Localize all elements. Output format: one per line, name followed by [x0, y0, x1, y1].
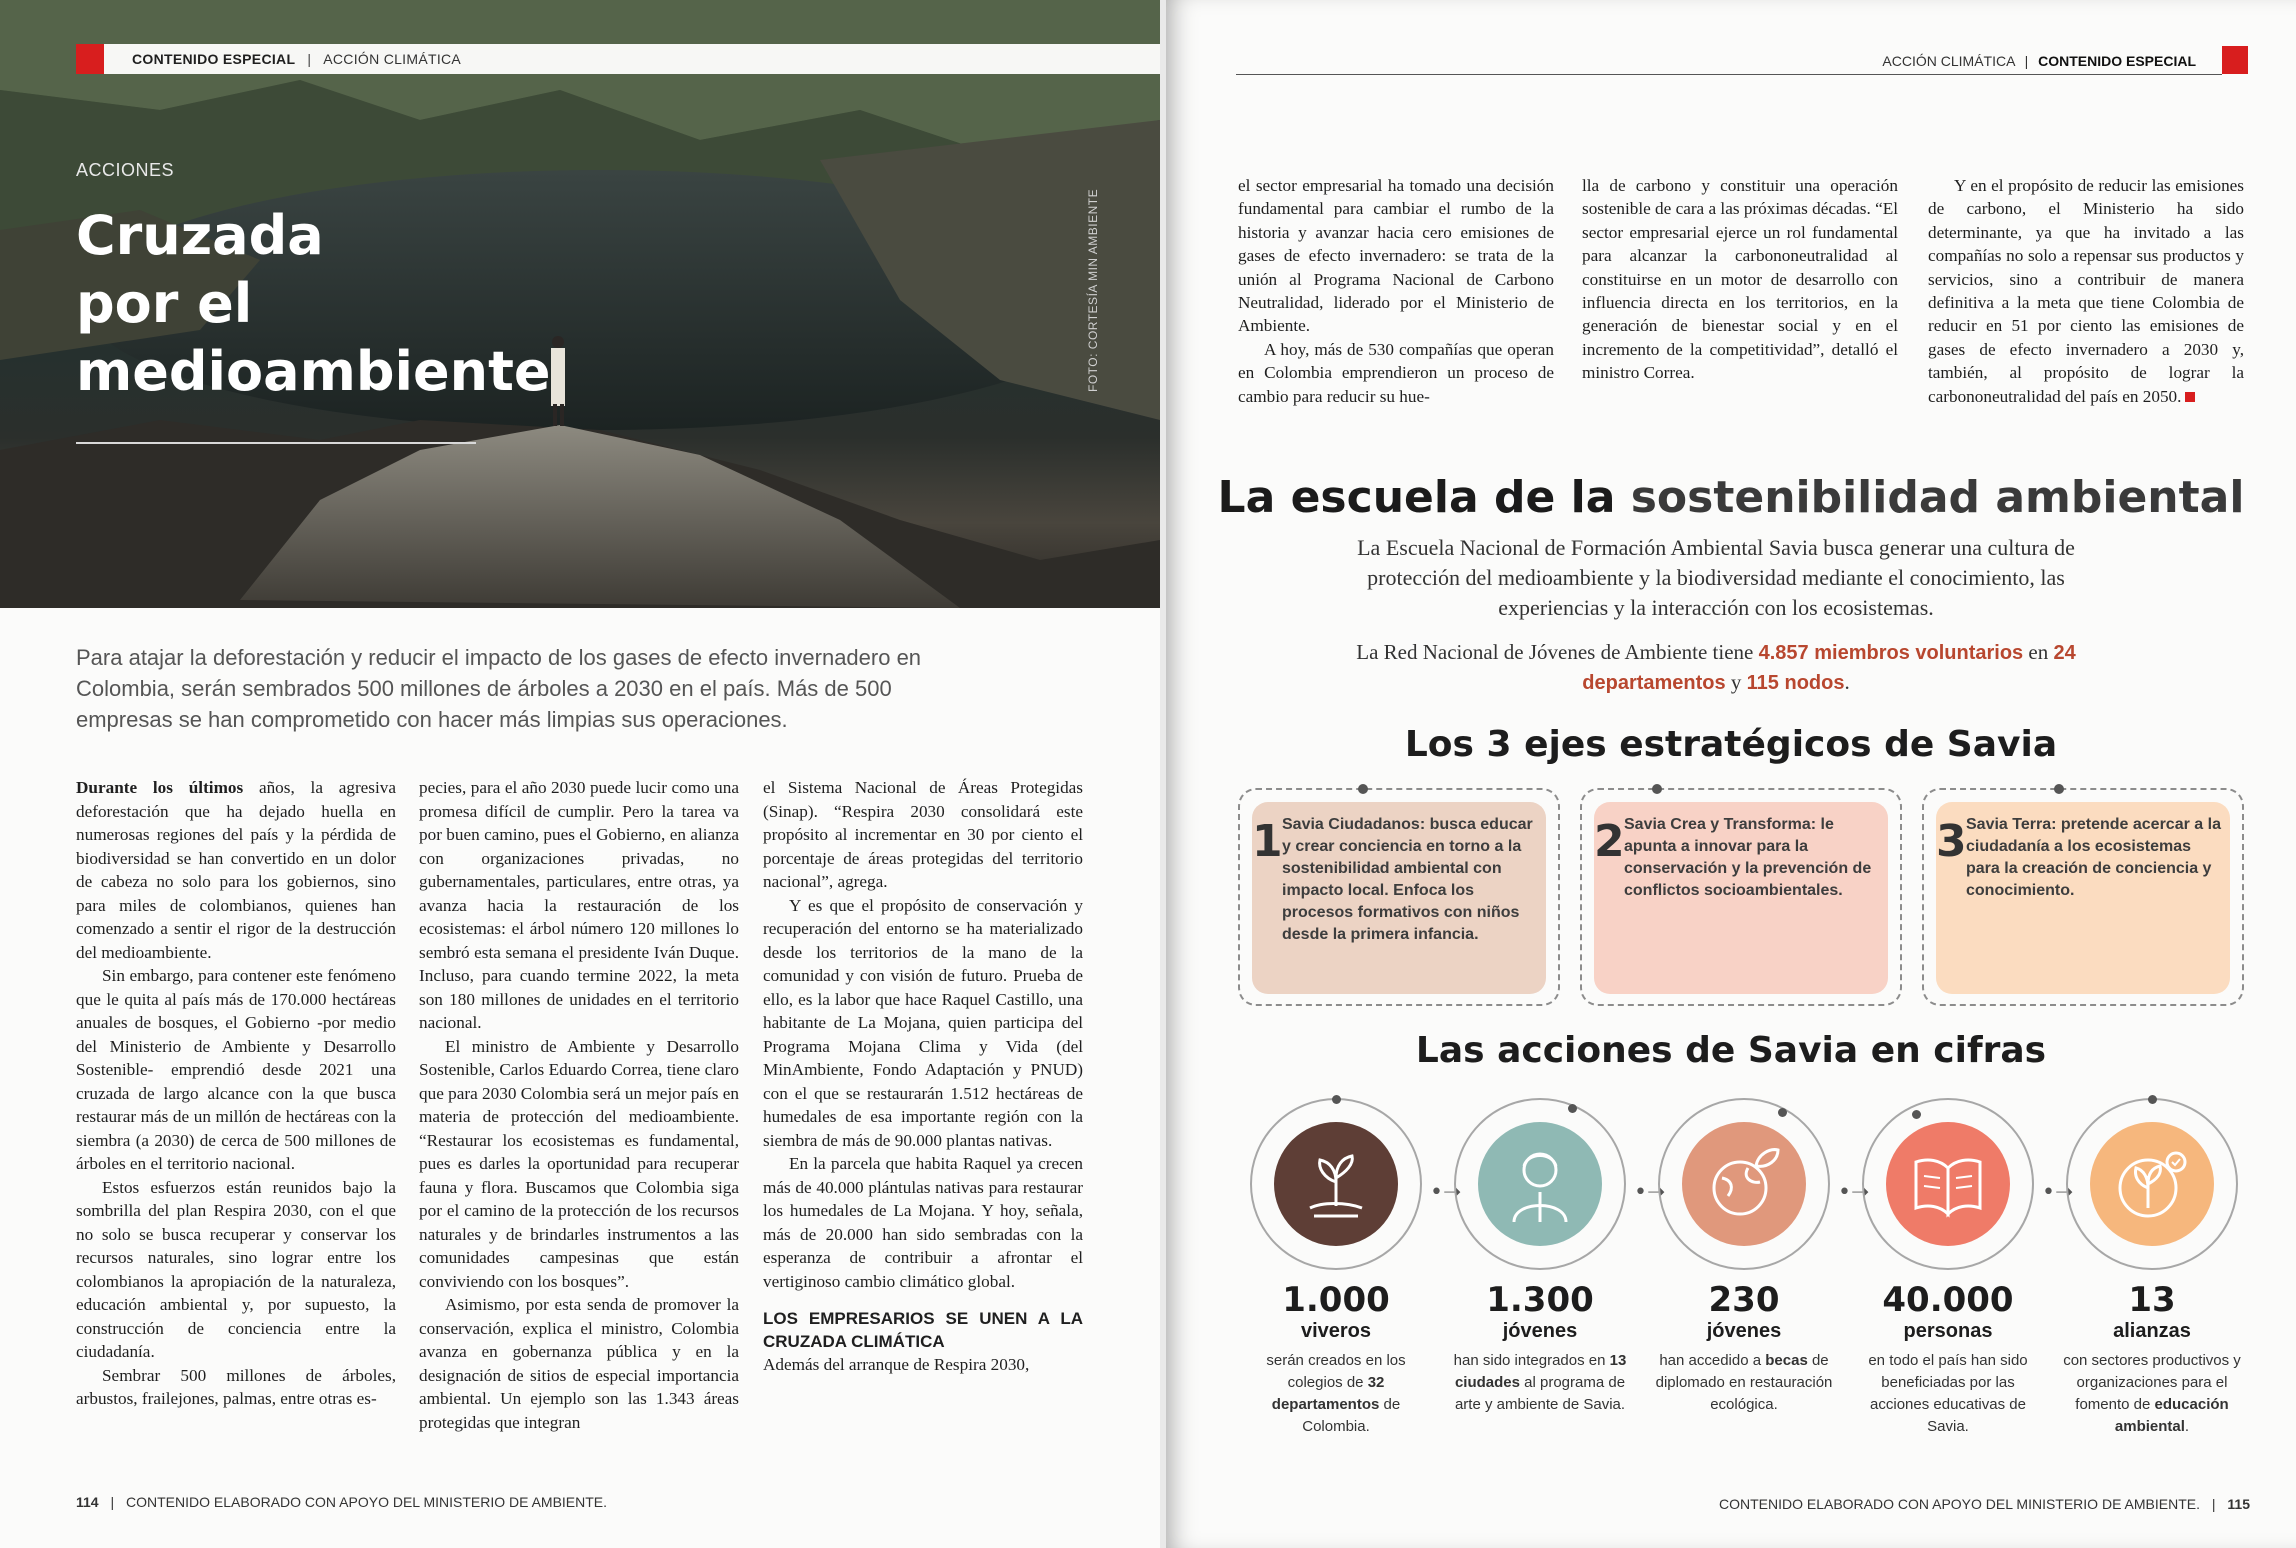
- axis-card-3: [1922, 788, 2244, 1006]
- subheading: LOS EMPRESARIOS SE UNEN A LA CRUZADA CLIMÁTICA: [763, 1309, 1083, 1351]
- footer-note: CONTENIDO ELABORADO CON APOYO DEL MINISTERIO DE AMBIENTE.: [126, 1494, 608, 1510]
- footer-separator: |: [2211, 1496, 2216, 1512]
- section-label: CONTENIDO ESPECIAL: [2038, 53, 2196, 69]
- ring-dot: [2148, 1095, 2157, 1104]
- paragraph: El ministro de Ambiente y Desarrollo Sostenible, Carlos Eduardo Correa, tiene claro que para 2030 Colombia será un mejor país en materia de protección del medioambiente. “Restaurar los ecosistemas es fundamental, pues es darles la oportunidad para recuperar fauna y flora. Buscamos que Colombia siga por el camino de la protección de los recursos naturales y de brindarles instrumentos a las comunidades campesinas que están conviviendo con los bosques”.: [419, 1036, 739, 1291]
- arrow-icon: •➝: [1430, 1180, 1462, 1205]
- plant-hand-icon: [1274, 1122, 1398, 1246]
- earth-leaf-icon: [1682, 1122, 1806, 1246]
- icon-ring: [1862, 1098, 2034, 1270]
- figure-unit: viveros: [1300, 1320, 1372, 1342]
- arrow-icon: •➝: [1634, 1180, 1666, 1205]
- paragraph: Durante los últimos años, la agresiva deforestación que ha dejado huella en numerosas regiones del país y la pérdida de biodiversidad se han convertido en un dolor de cabeza no solo para los gobiernos, sino para miles de colombianos, quienes han comenzado a sentir el rigor de la destrucción del medioambiente.: [76, 778, 396, 962]
- axis-text: Savia Crea y Transforma: le apunta a innovar para la conservación y la prevención de conflictos socioambientales.: [1624, 816, 1872, 899]
- axis-card-1: [1238, 788, 1560, 1006]
- page-footer: [76, 1494, 607, 1510]
- header-separator: |: [2024, 53, 2029, 69]
- article-column-5: [1582, 174, 1898, 385]
- young-person-icon: [1478, 1122, 1602, 1246]
- title-divider: [76, 442, 476, 444]
- paragraph: Asimismo, por esta senda de promover la conservación, explica el ministro, Colombia avanza en gobernanza pública y en la designación de sitios de especial importancia ambiental. Un ejemplo son las 1.343 áreas protegidas que integran: [419, 1295, 739, 1432]
- figure-number: 230: [1708, 1280, 1780, 1320]
- header-separator: |: [307, 51, 312, 67]
- title-line: por el: [76, 272, 253, 335]
- red-marker: [76, 44, 104, 74]
- ring-dot: [1778, 1108, 1787, 1117]
- axis-number: 3: [1936, 816, 1967, 867]
- figure-unit: alianzas: [2113, 1320, 2191, 1342]
- paragraph: Sin embargo, para contener este fenómeno que le quita al país más de 170.000 hectáreas anuales de bosques, el Gobierno -por medio del Ministerio de Ambiente y Desarrollo Sostenible- emprendió desde 2021 una cruzada de largo alcance con la que busca restaurar más de un millón de hectáreas con la siembra (a 2030) de cerca de 500 millones de árboles en el territorio nacional.: [76, 966, 396, 1173]
- network-stat: La Red Nacional de Jóvenes de Ambiente tiene 4.857 miembros voluntarios en 24 departamentos y 115 nodos.: [1356, 640, 2076, 694]
- title-line: medioambiente: [76, 340, 551, 403]
- infographic-lead: La Escuela Nacional de Formación Ambiental Savia busca generar una cultura de protección del medioambiente y la biodiversidad mediante el conocimiento, las experiencias y la interacción con los ecosistemas.: [1357, 535, 2075, 620]
- icon-disc: [1682, 1122, 1806, 1246]
- figure-unit: jóvenes: [1706, 1320, 1782, 1342]
- icon-disc: [1274, 1122, 1398, 1246]
- icon-ring: [1250, 1098, 1422, 1270]
- figure-description: en todo el país han sido beneficiadas por las acciones educativas de Savia.: [1868, 1352, 2028, 1435]
- icon-ring: [2066, 1098, 2238, 1270]
- page-number: 114: [76, 1494, 99, 1510]
- header-rule: [1236, 74, 2222, 75]
- icon-ring: [1454, 1098, 1626, 1270]
- section-label: CONTENIDO ESPECIAL: [132, 51, 296, 67]
- right-page: [1166, 0, 2296, 1548]
- section-header-bar: [1166, 46, 2248, 74]
- figure-number: 1.000: [1282, 1280, 1390, 1320]
- axis-text: Savia Ciudadanos: busca educar y crear conciencia en torno a la sostenibilidad ambiental con impacto local. Enfoca los procesos formativos con niños desde la primera infancia.: [1282, 816, 1533, 943]
- paragraph: pecies, para el año 2030 puede lucir como una promesa difícil de cumplir. Pero la tarea va por buen camino, pues el Gobierno, en alianza con organizaciones privadas, no gubernamentales, particulares, entre otras, ya avanza hacia la restauración de los ecosistemas: el árbol número 120 millones lo sembró esta semana el presidente Iván Duque. Incluso, para cuando termine 2022, la meta son 180 millones de unidades en el territorio nacional.: [419, 778, 739, 1032]
- title-line: Cruzada: [76, 204, 324, 267]
- arrow-icon: •➝: [2042, 1180, 2074, 1205]
- paragraph: lla de carbono y constituir una operación sostenible de cara a las próximas décadas. “El sector empresarial ejerce un rol fundamental para alcanzar la carbononeutralidad al constituirse en un motor de desarrollo con influencia directa en los territorios, en la generación de bienestar social y en el incremento de la competitividad”, detalló el ministro Correa.: [1582, 176, 1898, 383]
- arrow-icon: •➝: [1838, 1180, 1870, 1205]
- figure-number: 40.000: [1882, 1280, 2014, 1320]
- connector-dot: [1358, 784, 1368, 794]
- axis-number: 1: [1252, 816, 1283, 867]
- strategic-axes: [1238, 788, 2242, 1012]
- figure-description: con sectores productivos y organizaciones para el fomento de educación ambiental.: [2063, 1352, 2241, 1435]
- axis-number: 2: [1594, 816, 1625, 867]
- figure-number: 1.300: [1486, 1280, 1594, 1320]
- savia-figures: [1236, 1088, 2246, 1448]
- axis-text: Savia Terra: pretende acercar a la ciudadanía a los ecosistemas para la creación de conciencia y conocimiento.: [1966, 816, 2221, 899]
- paragraph: Y en el propósito de reducir las emisiones de carbono, el Ministerio ha sido determinante, ya que ha invitado a las compañías no solo a repensar sus productos y servicios, sino a contribuir de manera definitiva a la meta que tiene Colombia de reducir en 51 por ciento las emisiones de gases de efecto invernadero a 2030 y, también, al propósito de lograr la carbononeutralidad del país en 2050.: [1928, 176, 2244, 406]
- article-title: [76, 202, 551, 406]
- ring-dot: [1568, 1104, 1577, 1113]
- connector-dot: [2054, 784, 2064, 794]
- ring-dot: [1912, 1110, 1921, 1119]
- article-column-6: [1928, 174, 2244, 408]
- figure-unit: personas: [1903, 1320, 1993, 1342]
- paragraph: En la parcela que habita Raquel ya crecen más de 40.000 plántulas nativas para restaurar los humedales de La Mojana. Y hoy, señala, más de 20.000 han sido sembradas con la esperanza de contribuir a afrontar el vertiginoso cambio climático global.: [763, 1154, 1083, 1291]
- icon-disc: [1478, 1122, 1602, 1246]
- paragraph: Estos esfuerzos están reunidos bajo la sombrilla del plan Respira 2030, con el que no solo se busca recuperar y conservar los recursos naturales, sino lograr entre los colombianos la apropiación de la naturaleza, educación ambiental y, por supuesto, la construcción de conciencia entre la ciudadanía.: [76, 1177, 396, 1361]
- icon-disc: [1886, 1122, 2010, 1246]
- leaf-badge-icon: [2090, 1122, 2214, 1246]
- article-column-4: [1238, 174, 1554, 408]
- figure-unit: jóvenes: [1502, 1320, 1578, 1342]
- ring-dot: [1332, 1095, 1341, 1104]
- photo-credit: FOTO: CORTESÍA MIN AMBIENTE: [1086, 188, 1100, 392]
- footer-note: CONTENIDO ELABORADO CON APOYO DEL MINISTERIO DE AMBIENTE.: [1718, 1496, 2200, 1512]
- article-kicker: ACCIONES: [76, 160, 175, 180]
- article-intro: Para atajar la deforestación y reducir el impacto de los gases de efecto invernadero en Colombia, serán sembrados 500 millones de árboles a 2030 en el país. Más de 500 empresas se han comprometido con hacer más limpias sus operaciones.: [76, 645, 922, 732]
- figures-title: Las acciones de Savia en cifras: [1415, 1030, 2047, 1071]
- connector-dot: [1652, 784, 1662, 794]
- lead-in: Durante los últimos: [76, 778, 244, 797]
- icon-ring: [1658, 1098, 1830, 1270]
- article-column-1: [76, 776, 396, 1411]
- axis-card-2: [1580, 788, 1902, 1006]
- icon-disc: [2090, 1122, 2214, 1246]
- open-book-icon: [1886, 1122, 2010, 1246]
- figure-description: han sido integrados en 13 ciudades al programa de arte y ambiente de Savia.: [1453, 1352, 1627, 1413]
- paragraph: Sembrar 500 millones de árboles, arbustos, frailejones, palmas, entre otras es-: [76, 1365, 396, 1408]
- paragraph: el Sistema Nacional de Áreas Protegidas (Sinap). “Respira 2030 consolidará este propósito al incrementar en 30 por ciento el porcentaje de áreas protegidas del territorio nacional”, agrega.: [763, 778, 1083, 891]
- paragraph: Además del arranque de Respira 2030,: [763, 1355, 1030, 1374]
- page-footer: [1719, 1496, 2250, 1512]
- paragraph: Y es que el propósito de conservación y recuperación del entorno se ha materializado desde los territorios de la mano de la comunidad y con visión de futuro. Prueba de ello, es la labor que hace Raquel Castillo, una habitante de La Mojana, quien participa del Programa Mojana Clima y Vida (del MinAmbiente, Fondo Adaptación y PNUD) con el que se restaurarán 1.512 hectáreas de humedales de esa importante región con la siembra de más de 90.000 plantas nativas.: [763, 895, 1083, 1150]
- topic-label: ACCIÓN CLIMÁTICA: [1882, 53, 2015, 69]
- article-column-2: [419, 776, 739, 1434]
- end-of-article-mark: [2185, 392, 2195, 402]
- infographic-title: La escuela de la sostenibilidad ambiental: [1217, 472, 2245, 523]
- topic-label: ACCIÓN CLIMÁTICA: [323, 51, 462, 67]
- axes-title: Los 3 ejes estratégicos de Savia: [1404, 724, 2058, 765]
- paragraph: A hoy, más de 530 compañías que operan en Colombia emprendieron un proceso de cambio para reducir su hue-: [1238, 339, 1554, 406]
- paragraph: el sector empresarial ha tomado una decisión fundamental para cambiar el rumbo de la historia y avanzar hacia cero emisiones de gases de efecto invernadero: se trata de la unión al Programa Nacional de Carbono Neutralidad, liderado por el Ministerio de Ambiente.: [1238, 176, 1554, 336]
- section-header-bar: [76, 44, 1160, 74]
- article-column-3: [763, 776, 1083, 1377]
- figure-description: serán creados en los colegios de 32 departamentos de Colombia.: [1266, 1352, 1406, 1435]
- footer-separator: |: [110, 1494, 115, 1510]
- page-number: 115: [2227, 1496, 2250, 1512]
- figure-number: 13: [2128, 1280, 2176, 1320]
- figure-description: han accedido a becas de diplomado en restauración ecológica.: [1655, 1352, 1833, 1413]
- red-marker: [2222, 46, 2248, 74]
